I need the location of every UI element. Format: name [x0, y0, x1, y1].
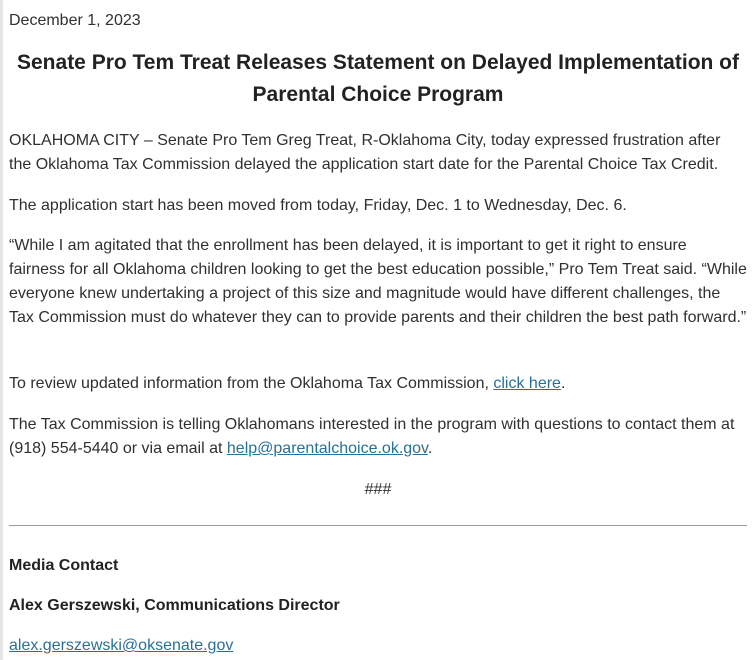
paragraph-contact-info: [9, 413, 747, 461]
end-marker: ###: [364, 481, 392, 498]
contact-info-suffix: .: [427, 440, 433, 457]
contact-name-title: Alex Gerszewski, Communications Director: [9, 597, 340, 614]
review-info-suffix: .: [560, 375, 566, 392]
contact-info-text: The Tax Commission is telling Oklahomans interested in the program with questions to contact them at (918) 554-5440 or via email at: [9, 416, 735, 457]
paragraph-review-info: [9, 372, 747, 396]
page-title: Senate Pro Tem Treat Releases Statement on Delayed Implementation of Parental Choice Program: [17, 51, 739, 106]
paragraph-quote: “While I am agitated that the enrollment has been delayed, it is important to get it right to ensure fairness for all Oklahoma children looking to get the best education possible,” Pro Tem Treat said. “While everyone knew undertaking a project of this size and magnitude would have different challenges, the Tax Commission must do whatever they can to provide parents and their children the best path forward.”: [9, 237, 747, 326]
help-email-link[interactable]: help@parentalchoice.ok.gov: [226, 440, 428, 457]
review-info-text: To review updated information from the Oklahoma Tax Commission,: [9, 375, 494, 392]
paragraph-date-change: The application start has been moved from today, Friday, Dec. 1 to Wednesday, Dec. 6.: [9, 197, 627, 214]
contact-email-row: [9, 636, 233, 656]
media-contact-label: Media Contact: [9, 557, 119, 574]
divider: [9, 525, 747, 526]
page-left-border: [0, 0, 3, 660]
paragraph-intro: OKLAHOMA CITY – Senate Pro Tem Greg Treat, R-Oklahoma City, today expressed frustration after the Oklahoma Tax Commission delayed the application start date for the Parental Choice Tax Credit.: [9, 132, 721, 173]
contact-email-link[interactable]: alex.gerszewski@oksenate.gov: [9, 637, 234, 654]
release-date: December 1, 2023: [9, 12, 141, 29]
click-here-link[interactable]: click here: [493, 375, 561, 392]
